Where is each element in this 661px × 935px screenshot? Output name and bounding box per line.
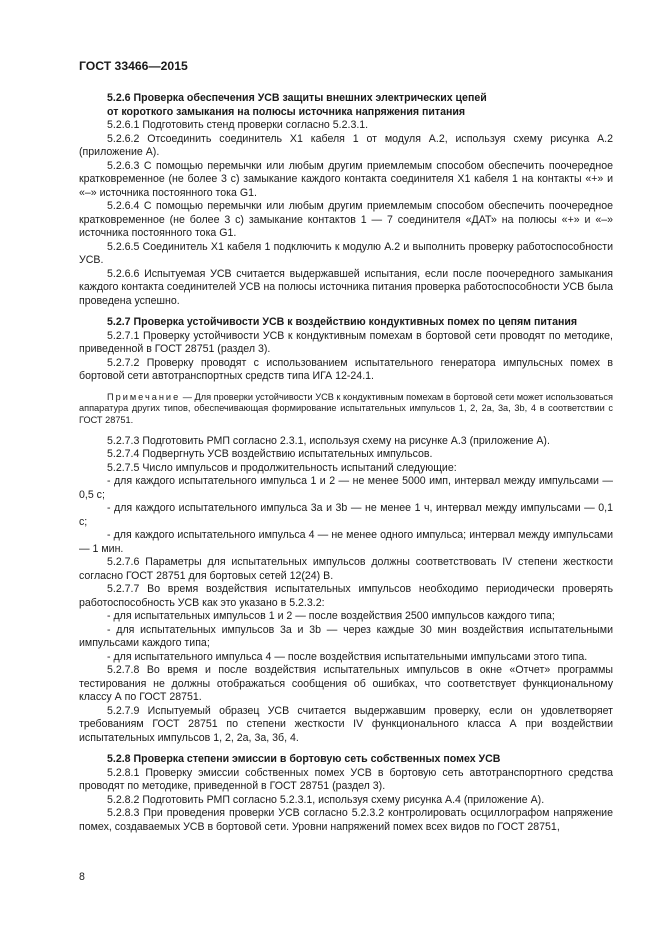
paragraph-5-2-6-5: 5.2.6.5 Соединитель Х1 кабеля 1 подключить к модулю А.2 и выполнить проверку работоспособности УСВ. — [79, 240, 613, 266]
section-title-5-2-6-cont: от короткого замыкания на полюсы источника напряжения питания — [107, 105, 466, 118]
list-item: - для испытательных импульсов 3а и 3b — через каждые 30 мин воздействия испытательными импульсами каждого типа; — [79, 623, 613, 650]
document-body — [79, 92, 613, 834]
list-item: - для испытательного импульса 4 — после воздействия испытательными импульсами этого типа. — [107, 650, 588, 663]
paragraph-5-2-6-1: 5.2.6.1 Подготовить стенд проверки согласно 5.2.3.1. — [107, 119, 369, 131]
paragraph-5-2-6-6: 5.2.6.6 Испытуемая УСВ считается выдержавшей испытания, если после поочередного замыкания каждого контакта соединителей УСВ на полюсы источника питания проверка работоспособности УСВ была проведена успешно. — [79, 267, 613, 307]
paragraph-5-2-7-3: 5.2.7.3 Подготовить РМП согласно 2.3.1, используя схему на рисунке А.3 (приложение А). — [107, 434, 550, 447]
list-item: - для каждого испытательного импульса 1 и 2 — не менее 5000 имп, интервал между импульсами — 0,5 с; — [79, 475, 613, 501]
list-item: - для каждого испытательного импульса 4 — не менее одного импульса; интервал между импульсами — 1 мин. — [79, 529, 613, 555]
note-text: — Для проверки устойчивости УСВ к кондуктивным помехам в бортовой сети может использоваться аппаратура других типов, обеспечивающая формирование испытательных импульсов 1, 2, 2а, 3а, 3b, 4 в соответствии с ГОСТ 28751. — [79, 391, 613, 426]
note-label: Примечание — [107, 391, 181, 402]
paragraph-5-2-6-2: 5.2.6.2 Отсоединить соединитель Х1 кабеля 1 от модуля А.2, используя схему рисунка А.2 (приложение А). — [79, 132, 613, 158]
paragraph-5-2-7-5: 5.2.7.5 Число импульсов и продолжительность испытаний следующие: — [107, 461, 457, 474]
paragraph-5-2-7-6: 5.2.7.6 Параметры для испытательных импульсов должны соответствовать IV степени жесткости согласно ГОСТ 28751 для бортовых сетей 12(24) В. — [79, 556, 613, 582]
paragraph-5-2-7-2: 5.2.7.2 Проверку проводят с использованием испытательного генератора импульсных помех в бортовой сети автотранспортных средств типа ИГА 12-24.1. — [79, 356, 613, 382]
paragraph-5-2-7-7: 5.2.7.7 Во время воздействия испытательных импульсов необходимо периодически проверять работоспособность УСВ как это указано в 5.2.3.2: — [79, 583, 613, 609]
paragraph-5-2-8-1: 5.2.8.1 Проверку эмиссии собственных помех УСВ в бортовую сеть автотранспортного средства проводят по методике, приведенной в ГОСТ 28751 (раздел 3). — [79, 766, 613, 793]
list-item: - для испытательных импульсов 1 и 2 — после воздействия 2500 импульсов каждого типа; — [107, 610, 555, 623]
paragraph-5-2-8-3: 5.2.8.3 При проведения проверки УСВ согласно 5.2.3.2 контролировать осциллографом напряжение помех, создаваемых УСВ в бортовой сети. Уровни напряжений помех всех видов по ГОСТ 28751, — [79, 807, 613, 833]
document-header: ГОСТ 33466—2015 — [79, 59, 188, 73]
note — [79, 392, 613, 427]
paragraph-5-2-7-8: 5.2.7.8 Во время и после воздействия испытательных импульсов в окне «Отчет» программы тестирования не должны отображаться сообщения об ошибках, что соответствует функциональному классу А по ГОСТ 28751. — [79, 664, 613, 704]
paragraph-5-2-6-4: 5.2.6.4 С помощью перемычки или любым другим приемлемым способом обеспечить поочередное кратковременное (не более 3 с) замыкание контактов 1 — 7 соединителя «ДАТ» на полюсы «+» и «–» источника постоянного тока G1. — [79, 200, 613, 239]
section-title-5-2-6: 5.2.6 Проверка обеспечения УСВ защиты внешних электрических цепей — [107, 92, 487, 104]
paragraph-5-2-7-9: 5.2.7.9 Испытуемый образец УСВ считается выдержавшим проверку, если он удовлетворяет требованиям ГОСТ 28751 по степени жесткости IV функционального класса А при воздействии испытательных импульсов 1, 2, 2а, 3а, 3б, 4. — [79, 704, 613, 744]
section-title-5-2-8: 5.2.8 Проверка степени эмиссии в бортовую сеть собственных помех УСВ — [107, 753, 501, 766]
paragraph-5-2-7-1: 5.2.7.1 Проверку устойчивости УСВ к кондуктивным помехам в бортовой сети проводят по методике, приведенной в ГОСТ 28751 (раздел 3). — [79, 329, 613, 355]
paragraph-5-2-6-3: 5.2.6.3 С помощью перемычки или любым другим приемлемым способом обеспечить поочередное кратковременное (не более 3 с) замыкание каждого контакта соединителя Х1 кабеля 1 на контакты «+» и «–» источника постоянного тока G1. — [79, 159, 613, 199]
paragraph-5-2-7-4: 5.2.7.4 Подвергнуть УСВ воздействию испытательных импульсов. — [107, 448, 433, 461]
section-title-5-2-7: 5.2.7 Проверка устойчивости УСВ к воздействию кондуктивных помех по цепям питания — [107, 316, 578, 328]
list-item: - для каждого испытательного импульса 3а и 3b — не менее 1 ч, интервал между импульсами — 0,1 с; — [79, 502, 613, 528]
page-number: 8 — [79, 871, 85, 883]
paragraph-5-2-8-2: 5.2.8.2 Подготовить РМП согласно 5.2.3.1, используя схему рисунка А.4 (приложение А). — [107, 793, 545, 806]
